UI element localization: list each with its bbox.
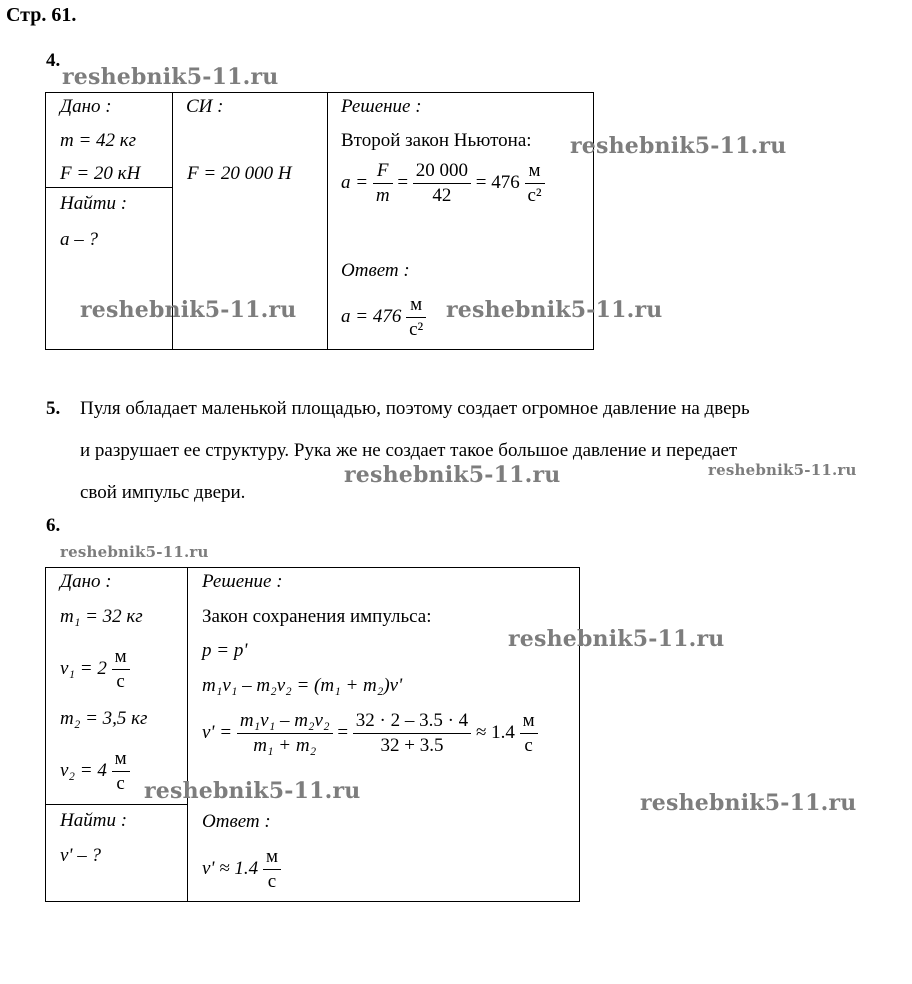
watermark: reshebnik5-11.ru: [708, 461, 857, 479]
equation-momentum: p = p': [202, 640, 248, 661]
find-velocity: v' – ?: [60, 845, 101, 866]
given-mass2: m₂ = 3,5 кг: [60, 708, 148, 729]
table-divider: [45, 804, 188, 805]
task5-line2: и разрушает ее структуру. Рука же не создает такое большое давление и передает: [80, 440, 738, 461]
naiti-label: Найти :: [60, 810, 128, 831]
given-velocity2: v₂ = 4 $\frac{м}{с}$: [60, 748, 130, 795]
si-force: F = 20 000 Н: [187, 163, 292, 184]
otvet-label: Ответ :: [341, 260, 410, 281]
task5-number: 5.: [46, 398, 61, 419]
naiti-label: Найти :: [60, 193, 128, 214]
watermark: reshebnik5-11.ru: [344, 462, 561, 488]
formula-acceleration: a = $\frac{F}{m}$ = $\frac{20 000}{42}$ = 476 $\frac{м}{\text{с²}}$: [341, 160, 545, 207]
table-divider: [187, 567, 188, 901]
law-momentum: Закон сохранения импульса:: [202, 606, 432, 627]
given-force: F = 20 кН: [60, 163, 141, 184]
watermark: reshebnik5-11.ru: [144, 778, 361, 804]
find-acceleration: a – ?: [60, 229, 98, 250]
watermark: reshebnik5-11.ru: [62, 64, 279, 90]
table-divider: [327, 92, 328, 349]
formula-velocity: v' = $\frac{\text{m₁v₁ – m₂v₂}}{\text{m₁ + m₂}}$ = $\frac{32 \cdot 2 - 3.5 \cdot 4}{32 + 3.5}$ ≈ 1.4 $\frac{м}{с}$: [202, 710, 538, 757]
otvet-label: Ответ :: [202, 811, 271, 832]
watermark: reshebnik5-11.ru: [80, 297, 297, 323]
watermark: reshebnik5-11.ru: [640, 790, 857, 816]
table-divider: [45, 187, 173, 188]
task5-paragraph: [46, 388, 906, 514]
given-mass1: m₁ = 32 кг: [60, 606, 143, 627]
answer-velocity: v' ≈ 1.4 $\frac{м}{с}$: [202, 846, 281, 893]
dano-label: Дано :: [60, 96, 112, 117]
watermark: reshebnik5-11.ru: [446, 297, 663, 323]
task5-line1: Пуля обладает маленькой площадью, поэтому создает огромное давление на дверь: [80, 398, 750, 419]
task5-line3: свой импульс двери.: [80, 482, 246, 503]
given-mass: m = 42 кг: [60, 130, 137, 151]
si-label: СИ :: [186, 96, 224, 117]
law-newton: Второй закон Ньютона:: [341, 130, 532, 151]
reshenie-label: Решение :: [341, 96, 422, 117]
reshenie-label: Решение :: [202, 571, 283, 592]
equation-expanded: m₁v₁ – m₂v₂ = (m₁ + m₂)v': [202, 675, 403, 696]
watermark: reshebnik5-11.ru: [60, 543, 209, 561]
page-title: Стр. 61.: [6, 4, 77, 26]
watermark: reshebnik5-11.ru: [570, 133, 787, 159]
watermark: reshebnik5-11.ru: [508, 626, 725, 652]
task6-number: 6.: [46, 515, 61, 536]
task4-number: 4.: [46, 50, 61, 71]
dano-label: Дано :: [60, 571, 112, 592]
answer-acceleration: a = 476 $\frac{м}{\text{с²}}$: [341, 294, 426, 341]
given-velocity1: v₁ = 2 $\frac{м}{с}$: [60, 646, 130, 693]
